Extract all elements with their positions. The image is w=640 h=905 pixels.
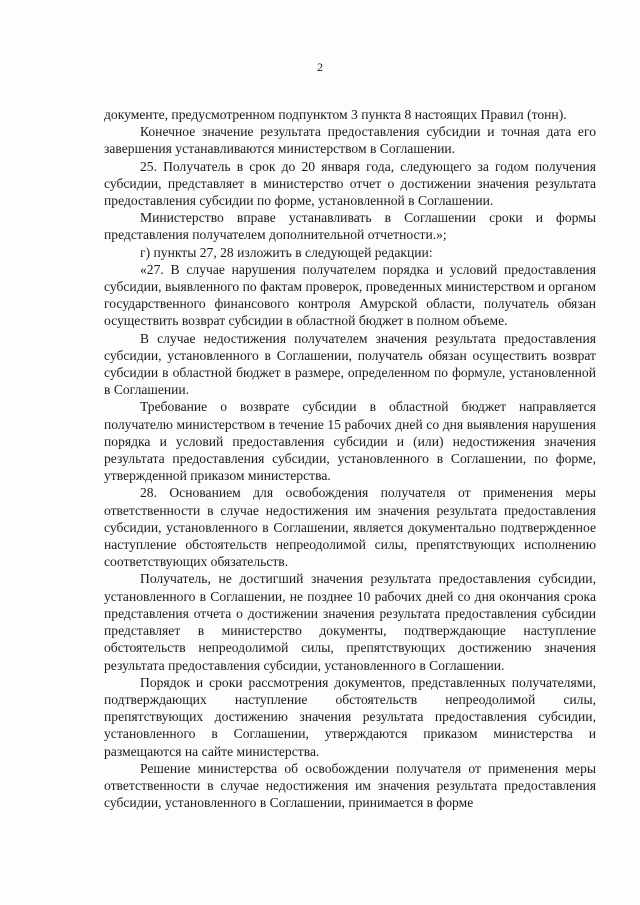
paragraph: 28. Основанием для освобождения получателя от применения меры ответственности в случае недостижения им значения результата предоставления субсидии, установленного в Соглашении, является документально подтвержденное наступление обстоятельств непреодолимой силы, препятствующих исполнению соответствующих обязательств. <box>104 485 596 570</box>
paragraph: документе, предусмотренном подпунктом 3 пункта 8 настоящих Правил (тонн). <box>104 107 567 122</box>
paragraph: 25. Получатель в срок до 20 января года, следующего за годом получения субсидии, представляет в министерство отчет о достижении значения результата предоставления субсидии по форме, установленной в Соглашении. <box>104 158 596 209</box>
paragraph: Получатель, не достигший значения результата предоставления субсидии, установленного в Соглашении, не позднее 10 рабочих дней со дня окончания срока представления отчета о достижении значения результата предоставления субсидии представляет в министерство документы, подтверждающие наступление обстоятельств непреодолимой силы, препятствующих достижению значения результата предоставления субсидии, установленного в Соглашении. <box>104 571 596 673</box>
page-number: 2 <box>317 60 323 74</box>
paragraph: Порядок и сроки рассмотрения документов, представленных получателями, подтверждающих наступление обстоятельств непреодолимой силы, препятствующих достижению значения результата предоставления субсидии, установленного в Соглашении, утверждаются приказом министерства и размещаются на сайте министерства. <box>104 674 596 759</box>
paragraph: Требование о возврате субсидии в областной бюджет направляется получателю министерством в течение 15 рабочих дней со дня выявления нарушения порядка и условий предоставления субсидии и (или) недостижения значения результата предоставления субсидии, установленного в Соглашении, по форме, утвержденной приказом министерства. <box>104 399 596 484</box>
document-body <box>104 106 596 811</box>
paragraph: В случае недостижения получателем значения результата предоставления субсидии, установленного в Соглашении, получатель обязан осуществить возврат субсидии в областной бюджет в размере, определенном по формуле, установленной в Соглашении. <box>104 330 596 398</box>
paragraph: Министерство вправе устанавливать в Соглашении сроки и формы представления получателем дополнительной отчетности.»; <box>104 210 596 243</box>
paragraph: г) пункты 27, 28 изложить в следующей редакции: <box>140 244 433 260</box>
paragraph: «27. В случае нарушения получателем порядка и условий предоставления субсидии, выявленного по фактам проверок, проведенных министерством и органом государственного финансового контроля Амурской области, получатель обязан осуществить возврат субсидии в областной бюджет в полном объеме. <box>104 261 596 329</box>
paragraph: Решение министерства об освобождении получателя от применения меры ответственности в случае недостижения им значения результата предоставления субсидии, установленного в Соглашении, принимается в форме <box>104 760 596 811</box>
paragraph: Конечное значение результата предоставления субсидии и точная дата его завершения устанавливаются министерством в Соглашении. <box>104 124 596 157</box>
